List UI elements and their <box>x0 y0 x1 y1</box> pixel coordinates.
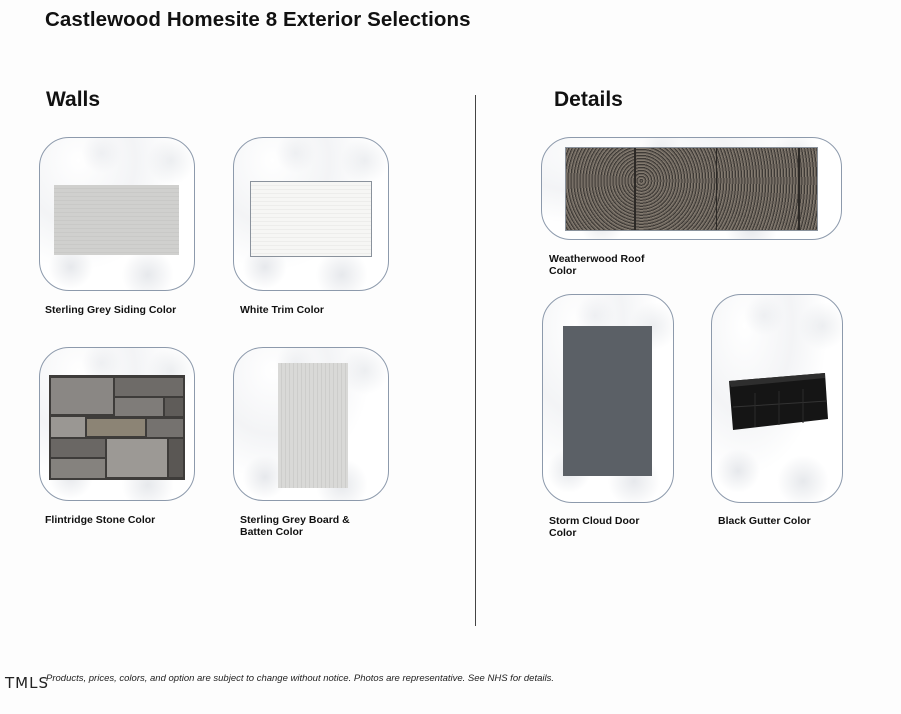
board-batten-label: Sterling Grey Board & Batten Color <box>240 514 350 538</box>
gutter-swatch <box>729 373 828 430</box>
siding-swatch <box>54 185 179 255</box>
door-swatch-card[interactable] <box>542 294 674 503</box>
section-divider <box>475 95 476 626</box>
siding-swatch-card[interactable] <box>39 137 195 291</box>
board-batten-swatch-card[interactable] <box>233 347 389 501</box>
details-section-title: Details <box>554 88 623 111</box>
board-batten-swatch <box>278 363 348 488</box>
trim-swatch-card[interactable] <box>233 137 389 291</box>
door-label: Storm Cloud Door Color <box>549 515 640 539</box>
stone-label: Flintridge Stone Color <box>45 514 156 526</box>
gutter-label: Black Gutter Color <box>718 515 811 527</box>
trim-label: White Trim Color <box>240 304 324 316</box>
roof-swatch <box>565 147 818 231</box>
disclaimer: Products, prices, colors, and option are subject to change without notice. Photos are representative. See NHS for details. <box>46 673 554 684</box>
roof-label: Weatherwood Roof Color <box>549 253 645 277</box>
siding-label: Sterling Grey Siding Color <box>45 304 177 316</box>
roof-swatch-card[interactable] <box>541 137 842 240</box>
stone-swatch-card[interactable] <box>39 347 195 501</box>
tmls-logo: TMLS <box>5 674 49 692</box>
walls-section-title: Walls <box>46 88 101 111</box>
door-swatch <box>563 326 652 476</box>
page-title: Castlewood Homesite 8 Exterior Selections <box>45 8 471 31</box>
gutter-swatch-card[interactable] <box>711 294 843 503</box>
stone-swatch <box>49 375 185 480</box>
trim-swatch <box>250 181 372 257</box>
